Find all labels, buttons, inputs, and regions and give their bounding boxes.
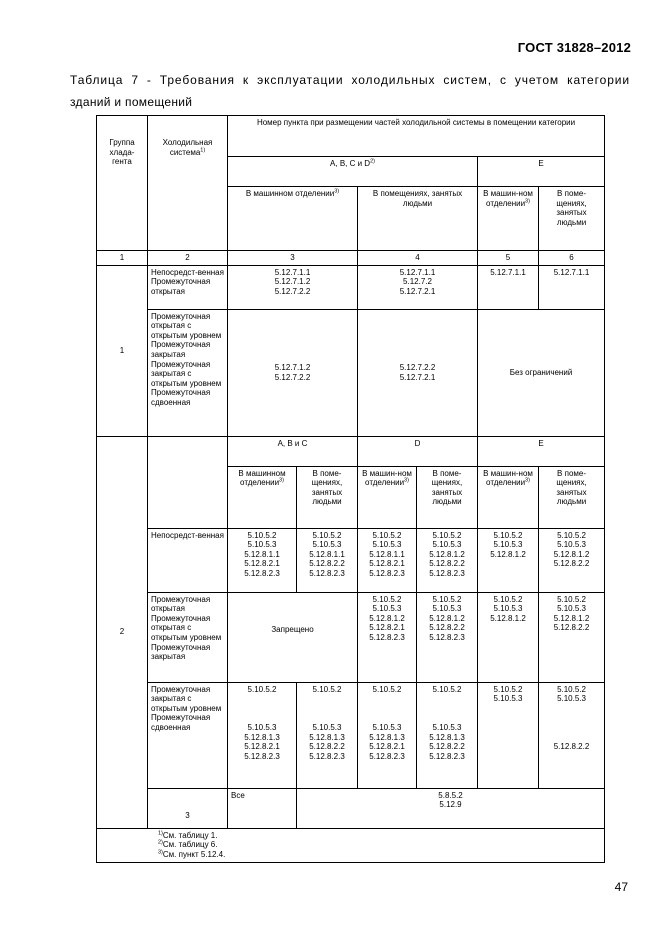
header-group: Группа хлада-гента <box>97 116 148 251</box>
g2-r1-system: Непосредст-венная <box>148 528 228 592</box>
g2-r2-c4: 5.10.5.2 5.10.5.3 5.12.8.1.2 5.12.8.2.2 5.12.8.2.3 <box>417 592 478 682</box>
g2-header-blank <box>148 436 228 528</box>
g1-other-systems: Промежуточная открытая с открытым уровнем Промежуточная закрытая Промежуточная закрытая с открытым уровнем Промежуточная сдвоенная <box>148 309 228 436</box>
group-3-cell: 3 <box>148 788 228 828</box>
header-main: Номер пункта при размещении частей холодильной системы в помещении категории <box>228 116 605 157</box>
g2-r3-c6: 5.10.5.2 5.10.5.3 5.12.8.2.2 <box>539 682 605 788</box>
g1-direct-c5: 5.12.7.1.1 <box>478 265 539 309</box>
footnotes <box>97 828 605 862</box>
col-number: 4 <box>358 251 478 266</box>
g2-header-machine: В машинном отделении$^{3)}$ <box>228 466 297 528</box>
g2-header-people-d: В поме-щениях, занятых людьми <box>417 466 478 528</box>
g2-header-machine-e: В машин-ном отделении$^{3)}$ <box>478 466 539 528</box>
g2-header-machine-d: В машин-ном отделении$^{3)}$ <box>358 466 417 528</box>
g2-r3-systems: Промежуточная закрытая с открытым уровнем Промежуточная сдвоенная <box>148 682 228 788</box>
g1-direct-systems: Непосредст-венная Промежуточная открытая <box>148 265 228 309</box>
g2-header-people: В поме-щениях, занятых людьми <box>297 466 358 528</box>
g1-direct-c4: 5.12.7.1.1 5.12.7.2 5.12.7.2.1 <box>358 265 478 309</box>
g1-direct-c6: 5.12.7.1.1 <box>539 265 605 309</box>
page-number: 47 <box>614 880 628 894</box>
g2-r2-c3: 5.10.5.2 5.10.5.3 5.12.8.1.2 5.12.8.2.1 5.12.8.2.3 <box>358 592 417 682</box>
col-number: 5 <box>478 251 539 266</box>
header-machine-room-e: В машин-ном отделении$^{3)}$ <box>478 187 539 251</box>
g1-other-c3: 5.12.7.1.2 5.12.7.2.2 <box>228 309 358 436</box>
g2-r2-c6: 5.10.5.2 5.10.5.3 5.12.8.1.2 5.12.8.2.2 <box>539 592 605 682</box>
group-1-cell: 1 <box>97 265 148 436</box>
g1-other-c4: 5.12.7.2.2 5.12.7.2.1 <box>358 309 478 436</box>
header-e: Е <box>478 157 605 187</box>
header-people-e: В поме-щениях, занятых людьми <box>539 187 605 251</box>
g2-r3-c4: 5.10.5.2 5.10.5.3 5.12.8.1.3 5.12.8.2.2 5.12.8.2.3 <box>417 682 478 788</box>
g2-r1-c5: 5.10.5.2 5.10.5.3 5.12.8.1.2 <box>478 528 539 592</box>
col-number: 6 <box>539 251 605 266</box>
g3-values: 5.8.5.2 5.12.9 <box>297 788 605 828</box>
caption-line-1: Таблица 7 - Требования к эксплуатации холодильных систем, с учетом категории <box>70 73 630 87</box>
g2-header-people-e: В поме-щениях, занятых людьми <box>539 466 605 528</box>
group-2-cell: 2 <box>97 436 148 828</box>
g2-r2-systems: Промежуточная открытая Промежуточная открытая с открытым уровнем Промежуточная закрытая <box>148 592 228 682</box>
g2-r3-c1: 5.10.5.2 5.10.5.3 5.12.8.1.3 5.12.8.2.1 5.12.8.2.3 <box>228 682 297 788</box>
g2-r1-c1: 5.10.5.2 5.10.5.3 5.12.8.1.1 5.12.8.2.1 5.12.8.2.3 <box>228 528 297 592</box>
col-number: 1 <box>97 251 148 266</box>
standard-code: ГОСТ 31828–2012 <box>517 40 631 55</box>
col-number: 2 <box>148 251 228 266</box>
footnote: $^{2)}$См. таблицу 6. <box>158 839 218 850</box>
g2-r3-c3: 5.10.5.2 5.10.5.3 5.12.8.1.3 5.12.8.2.1 5.12.8.2.3 <box>358 682 417 788</box>
g2-header-d: D <box>358 436 478 466</box>
g2-r2-c5: 5.10.5.2 5.10.5.3 5.12.8.1.2 <box>478 592 539 682</box>
g2-r1-c2: 5.10.5.2 5.10.5.3 5.12.8.1.1 5.12.8.2.2 5.12.8.2.3 <box>297 528 358 592</box>
g2-r1-c6: 5.10.5.2 5.10.5.3 5.12.8.1.2 5.12.8.2.2 <box>539 528 605 592</box>
footnote: $^{1)}$См. таблицу 1. <box>158 829 218 840</box>
table-caption <box>70 69 630 113</box>
g2-r3-c5: 5.10.5.2 5.10.5.3 <box>478 682 539 788</box>
g3-system: Все <box>228 788 297 828</box>
g2-r3-c2: 5.10.5.2 5.10.5.3 5.12.8.1.3 5.12.8.2.2 5.12.8.2.3 <box>297 682 358 788</box>
g2-r2-forbidden: Запрещено <box>228 592 358 682</box>
caption-line-2: зданий и помещений <box>70 95 193 109</box>
header-machine-room: В машинном отделении$^{3)}$ <box>228 187 358 251</box>
header-abcd: А, В, С и $D^{2)}$ <box>228 157 478 187</box>
requirements-table <box>96 115 605 863</box>
g2-header-abc: А, В и С <box>228 436 358 466</box>
g2-r1-c4: 5.10.5.2 5.10.5.3 5.12.8.1.2 5.12.8.2.2 5.12.8.2.3 <box>417 528 478 592</box>
footnote: $^{3)}$См. пункт 5.12.4. <box>158 849 226 859</box>
g2-header-e: Е <box>478 436 605 466</box>
header-system: Холодильная система$^{1)}$ <box>148 116 228 251</box>
header-people-rooms: В помещениях, занятых людьми <box>358 187 478 251</box>
g2-r1-c3: 5.10.5.2 5.10.5.3 5.12.8.1.1 5.12.8.2.1 5.12.8.2.3 <box>358 528 417 592</box>
g1-no-limits: Без ограничений <box>478 309 605 436</box>
col-number: 3 <box>228 251 358 266</box>
g1-direct-c3: 5.12.7.1.1 5.12.7.1.2 5.12.7.2.2 <box>228 265 358 309</box>
